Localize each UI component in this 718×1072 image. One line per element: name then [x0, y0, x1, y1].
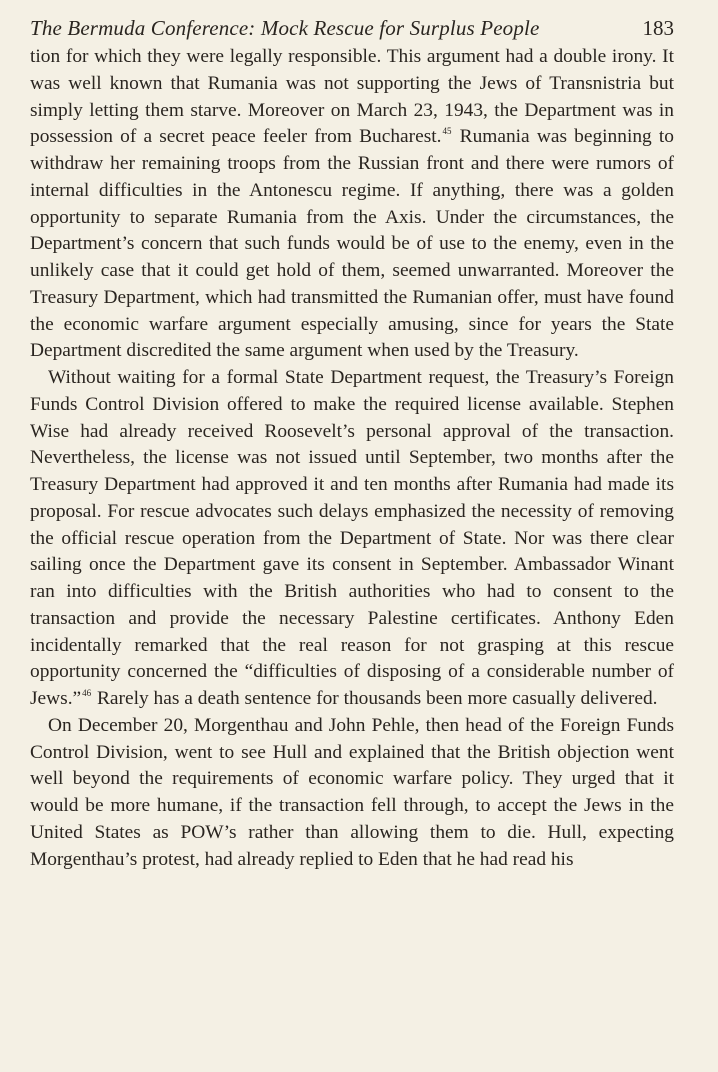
body-text	[30, 44, 674, 873]
page-number: 183	[642, 16, 674, 40]
footnote-ref: 46	[82, 688, 92, 698]
paragraph-text: tion for which they were legally responsible. This argument had a double irony. It was well known that Rumania was not supporting the Jews of Transnistria but simply letting them starve. Moreover on March 23, 1943, the Department was in possession of a secret peace feeler from Bucharest.	[30, 46, 674, 148]
running-head	[30, 13, 674, 43]
running-title: The Bermuda Conference: Mock Rescue for Surplus People	[30, 16, 540, 40]
paragraph-text: Without waiting for a formal State Department request, the Treasury’s Foreign Funds Control Division offered to make the required license available. Stephen Wise had already received Roosevelt’s personal approval of the transaction. Nevertheless, the license was not issued until September, two months after the Treasury Department had approved it and ten months after Rumania had made its proposal. For rescue advocates such delays emphasized the necessity of removing the official rescue operation from the Department of State. Nor was there clear sailing once the Department gave its consent in September. Ambassador Winant ran into difficulties with the British authorities who had to consent to the transaction and provide the necessary Palestine certificates. Anthony Eden incidentally remarked that the real reason for not grasping at this rescue opportunity concerned the “difficulties of disposing of a considerable number of Jews.”	[30, 367, 674, 709]
paragraph-text: On December 20, Morgenthau and John Pehle, then head of the Foreign Funds Control Division, went to see Hull and explained that the British objection went well beyond the requirements of economic warfare policy. They urged that it would be more humane, if the transaction fell through, to accept the Jews in the United States as POW’s rather than allowing them to die. Hull, expecting Morgenthau’s protest, had already replied to Eden that he had read his	[30, 714, 674, 870]
paragraph	[30, 365, 674, 713]
paragraph-text: Rarely has a death sentence for thousands been more casually delivered.	[92, 688, 658, 709]
paragraph-continued	[30, 44, 674, 365]
footnote-ref: 45	[442, 126, 452, 137]
paragraph-text: Rumania was beginning to withdraw her remaining troops from the Russian front and there were rumors of internal difficulties in the Antonescu regime. If anything, there was a golden opportunity to separate Rumania from the Axis. Under the circumstances, the Department’s concern that such funds would be of use to the enemy, even in the unlikely case that it could get hold of them, seemed unwarranted. Moreover the Treasury Department, which had transmitted the Rumanian offer, must have found the economic warfare argument especially amusing, since for years the State Department discredited the same argument when used by the Treasury.	[30, 126, 674, 362]
paragraph	[30, 713, 674, 874]
